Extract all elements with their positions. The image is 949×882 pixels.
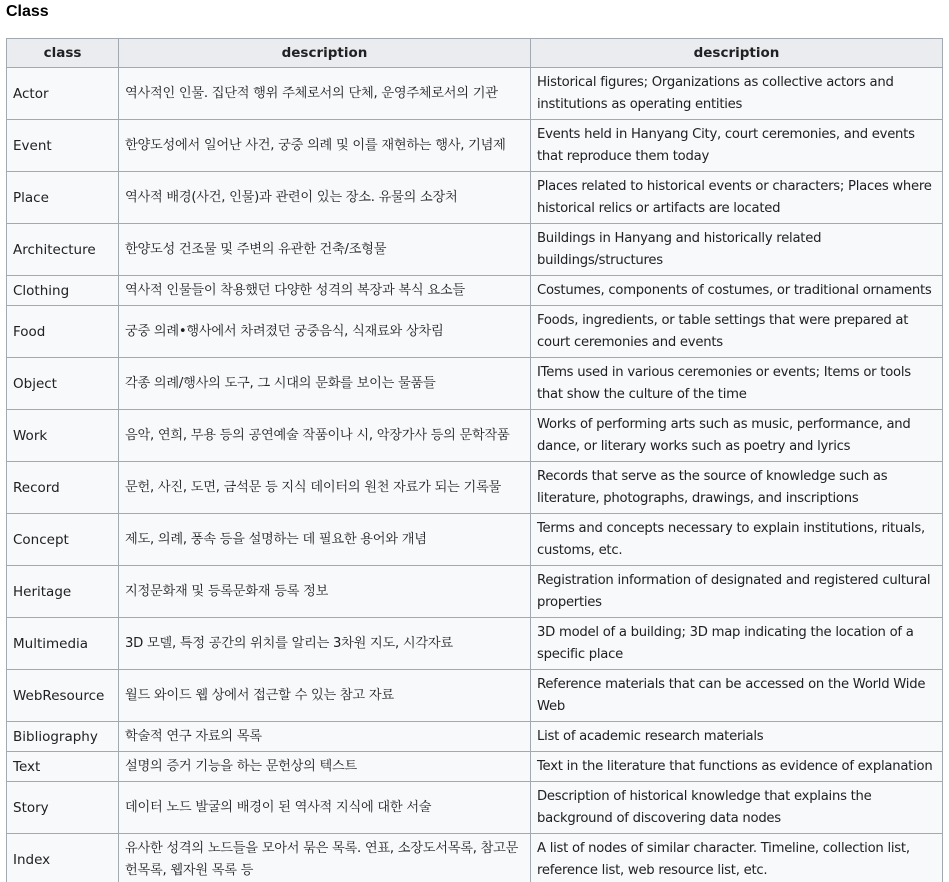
description-en-cell: Terms and concepts necessary to explain institutions, rituals, customs, etc. [531, 514, 943, 566]
table-row [7, 358, 943, 410]
table-row [7, 172, 943, 224]
description-ko-cell: 제도, 의례, 풍속 등을 설명하는 데 필요한 용어와 개념 [119, 514, 531, 566]
description-en-cell: A list of nodes of similar character. Timeline, collection list, reference list, web resource list, etc. [531, 834, 943, 882]
class-cell: Heritage [7, 566, 119, 618]
table-row [7, 782, 943, 834]
description-en-cell: Description of historical knowledge that explains the background of discovering data nodes [531, 782, 943, 834]
description-ko-cell: 설명의 증거 기능을 하는 문헌상의 텍스트 [119, 752, 531, 782]
class-table [6, 38, 943, 882]
description-en-cell: 3D model of a building; 3D map indicating the location of a specific place [531, 618, 943, 670]
description-ko-cell: 한양도성에서 일어난 사건, 궁중 의례 및 이를 재현하는 행사, 기념제 [119, 120, 531, 172]
class-cell: Object [7, 358, 119, 410]
description-ko-cell: 학술적 연구 자료의 목록 [119, 722, 531, 752]
description-ko-cell: 궁중 의례•행사에서 차려졌던 궁중음식, 식재료와 상차림 [119, 306, 531, 358]
description-ko-cell: 데이터 노드 발굴의 배경이 된 역사적 지식에 대한 서술 [119, 782, 531, 834]
description-ko-cell: 역사적 인물들이 착용했던 다양한 성격의 복장과 복식 요소들 [119, 276, 531, 306]
table-row [7, 618, 943, 670]
column-header-class: class [7, 39, 119, 68]
description-en-cell: Registration information of designated and registered cultural properties [531, 566, 943, 618]
table-row [7, 410, 943, 462]
table-header-row [7, 39, 943, 68]
class-cell: Record [7, 462, 119, 514]
table-row [7, 752, 943, 782]
table-row [7, 224, 943, 276]
table-row [7, 68, 943, 120]
table-row [7, 120, 943, 172]
description-en-cell: Places related to historical events or characters; Places where historical relics or artifacts are located [531, 172, 943, 224]
class-cell: Multimedia [7, 618, 119, 670]
description-ko-cell: 월드 와이드 웹 상에서 접근할 수 있는 참고 자료 [119, 670, 531, 722]
class-cell: Index [7, 834, 119, 882]
description-ko-cell: 문헌, 사진, 도면, 금석문 등 지식 데이터의 원천 자료가 되는 기록물 [119, 462, 531, 514]
description-ko-cell: 지정문화재 및 등록문화재 등록 정보 [119, 566, 531, 618]
description-ko-cell: 한양도성 건조물 및 주변의 유관한 건축/조형물 [119, 224, 531, 276]
description-en-cell: ITems used in various ceremonies or events; Items or tools that show the culture of the time [531, 358, 943, 410]
description-ko-cell: 유사한 성격의 노드들을 모아서 묶은 목록. 연표, 소장도서목록, 참고문헌목록, 웹자원 목록 등 [119, 834, 531, 882]
table-row [7, 306, 943, 358]
description-en-cell: Text in the literature that functions as evidence of explanation [531, 752, 943, 782]
description-ko-cell: 음악, 연희, 무용 등의 공연예술 작품이나 시, 악장가사 등의 문학작품 [119, 410, 531, 462]
class-cell: Event [7, 120, 119, 172]
description-en-cell: Costumes, components of costumes, or traditional ornaments [531, 276, 943, 306]
table-row [7, 566, 943, 618]
class-cell: Architecture [7, 224, 119, 276]
description-ko-cell: 3D 모델, 특정 공간의 위치를 알리는 3차원 지도, 시각자료 [119, 618, 531, 670]
description-en-cell: Foods, ingredients, or table settings that were prepared at court ceremonies and events [531, 306, 943, 358]
description-en-cell: Reference materials that can be accessed on the World Wide Web [531, 670, 943, 722]
class-cell: Concept [7, 514, 119, 566]
table-row [7, 834, 943, 882]
table-row [7, 722, 943, 752]
class-cell: Food [7, 306, 119, 358]
class-cell: Story [7, 782, 119, 834]
table-row [7, 462, 943, 514]
table-row [7, 276, 943, 306]
description-en-cell: Works of performing arts such as music, performance, and dance, or literary works such as poetry and lyrics [531, 410, 943, 462]
description-ko-cell: 역사적 배경(사건, 인물)과 관련이 있는 장소. 유물의 소장처 [119, 172, 531, 224]
class-cell: WebResource [7, 670, 119, 722]
description-ko-cell: 각종 의례/행사의 도구, 그 시대의 문화를 보이는 물품들 [119, 358, 531, 410]
description-en-cell: List of academic research materials [531, 722, 943, 752]
table-row [7, 514, 943, 566]
description-ko-cell: 역사적인 인물. 집단적 행위 주체로서의 단체, 운영주체로서의 기관 [119, 68, 531, 120]
class-cell: Work [7, 410, 119, 462]
description-en-cell: Buildings in Hanyang and historically related buildings/structures [531, 224, 943, 276]
section-title: Class [6, 3, 49, 20]
table-row [7, 670, 943, 722]
column-header-description-ko: description [119, 39, 531, 68]
description-en-cell: Records that serve as the source of knowledge such as literature, photographs, drawings, and inscriptions [531, 462, 943, 514]
column-header-description-en: description [531, 39, 943, 68]
class-cell: Actor [7, 68, 119, 120]
class-cell: Bibliography [7, 722, 119, 752]
class-cell: Clothing [7, 276, 119, 306]
class-cell: Text [7, 752, 119, 782]
class-cell: Place [7, 172, 119, 224]
description-en-cell: Historical figures; Organizations as collective actors and institutions as operating entities [531, 68, 943, 120]
description-en-cell: Events held in Hanyang City, court ceremonies, and events that reproduce them today [531, 120, 943, 172]
